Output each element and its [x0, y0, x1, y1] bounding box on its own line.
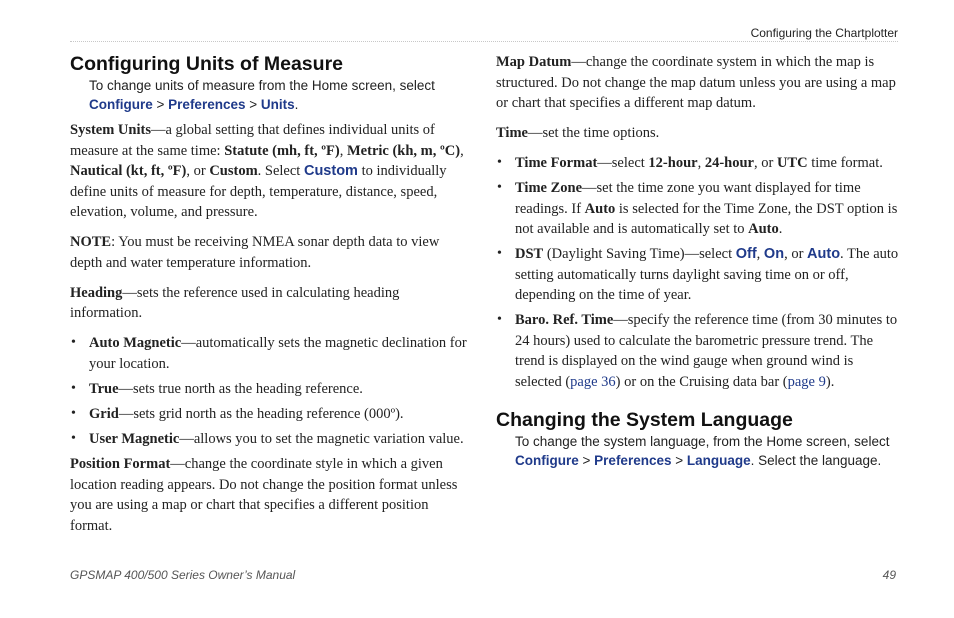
heading-options-list: [70, 333, 470, 449]
time-options-list: [496, 153, 900, 392]
footer-manual-title: GPSMAP 400/500 Series Owner’s Manual: [70, 568, 296, 582]
units-section-title: Configuring Units of Measure: [70, 53, 343, 75]
menu-path-preferences[interactable]: Preferences: [168, 97, 246, 112]
dst-auto-option[interactable]: Auto: [807, 246, 841, 262]
page-number: 49: [882, 568, 896, 582]
list-item: • True—sets true north as the heading reference.: [70, 379, 470, 400]
menu-path-units[interactable]: Units: [260, 97, 295, 112]
list-item: • Grid—sets grid north as the heading reference (000º).: [70, 404, 470, 425]
list-item: • User Magnetic—allows you to set the magnetic variation value.: [70, 429, 470, 450]
language-instructions: To change the system language, from the Home screen, select Configure > Preferences > Language. Select the language.: [515, 434, 890, 468]
menu-path-preferences[interactable]: Preferences: [594, 453, 672, 468]
dst-on-option[interactable]: On: [763, 246, 785, 262]
custom-option[interactable]: Custom: [303, 163, 358, 179]
position-format-paragraph: Position Format—change the coordinate style in which a given location reading appears. Do not change the position format unless you are using a map or chart that specifies a different position format.: [70, 456, 458, 534]
list-item: • Auto Magnetic—automatically sets the magnetic declination for your location.: [70, 333, 470, 374]
right-column: [496, 52, 900, 476]
language-section: [496, 408, 900, 470]
menu-path-configure[interactable]: Configure: [515, 453, 579, 468]
list-item: • Baro. Ref. Time—specify the reference time (from 30 minutes to 24 hours) used to calculate the barometric pressure trend. The trend is displayed on the wind gauge when ground wind is selected (page 36) or on the Cruising data bar (page 9).: [496, 310, 900, 392]
dst-off-option[interactable]: Off: [735, 246, 757, 262]
note-paragraph: NOTE: You must be receiving NMEA sonar depth data to view depth and water temperature information.: [70, 234, 440, 271]
list-item: • DST (Daylight Saving Time)—select Off, On, or Auto. The auto setting automatically turns daylight saving time on or off, depending on the time of year.: [496, 244, 900, 306]
map-datum-paragraph: Map Datum—change the coordinate system in which the map is structured. Do not change the map datum unless you are using a map or chart that specifies a different map datum.: [496, 54, 896, 111]
list-item: • Time Format—select 12-hour, 24-hour, or UTC time format.: [496, 153, 900, 174]
units-instructions: To change units of measure from the Home screen, select Configure > Preferences > Units.: [89, 78, 435, 112]
language-section-title: Changing the System Language: [496, 409, 793, 431]
menu-path-configure[interactable]: Configure: [89, 97, 153, 112]
header-rule: [70, 41, 898, 42]
menu-path-language[interactable]: Language: [686, 453, 751, 468]
system-units-paragraph: System Units—a global setting that defines individual units of measure at the same time: Statute (mh, ft, ºF), Metric (kh, m, ºC), Nautical (kt, ft, ºF), or Custom. Select Custom to individually define units of measure for depth, temperature, distance, speed, elevation, volume, and pressure.: [70, 122, 464, 220]
page-9-link[interactable]: page 9: [787, 373, 826, 390]
page-36-link[interactable]: page 36: [570, 373, 616, 390]
running-head: Configuring the Chartplotter: [750, 26, 898, 40]
heading-paragraph: Heading—sets the reference used in calculating heading information.: [70, 284, 400, 321]
list-item: • Time Zone—set the time zone you want displayed for time readings. If Auto is selected for the Time Zone, the DST option is not available and is automatically set to Auto.: [496, 178, 900, 240]
time-paragraph: Time—set the time options.: [496, 125, 660, 141]
left-column: [70, 52, 470, 546]
